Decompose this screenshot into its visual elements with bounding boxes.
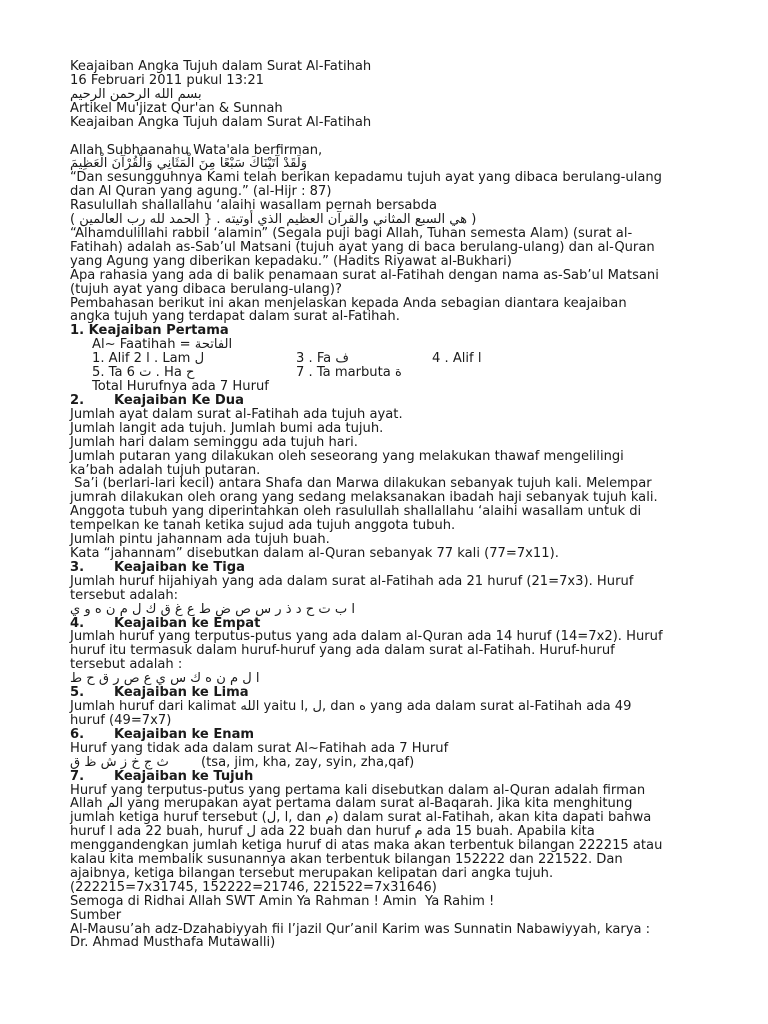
body-line: Huruf yang tidak ada dalam surat Al~Fatihah ada 7 Huruf (70, 740, 449, 756)
basmala: بسم الله الرحمن الرحيم (70, 86, 202, 102)
intro-line: Rasulullah shallallahu ‘alaihi wasallam pernah bersabda (70, 198, 438, 214)
letter-group: 7 . Ta marbuta ة (296, 365, 402, 381)
missing-letters-row (70, 756, 710, 770)
letter-group: 1. Alif ا 2 . Lam ل (92, 351, 205, 367)
letter-row-1 (70, 352, 710, 366)
intro-line: (tujuh ayat yang dibaca berulang-ulang)? (70, 281, 342, 297)
intro-line: dan Al Quran yang agung.” (al-Hijr : 87) (70, 184, 332, 200)
section-heading-4: 4. Keajaiban ke Empat (70, 615, 261, 631)
section-heading-7: 7. Keajaiban ke Tujuh (70, 768, 254, 784)
intro-line: Pembahasan berikut ini akan menjelaskan kepada Anda sebagian diantara keajaiban (70, 295, 627, 311)
article-title: Keajaiban Angka Tujuh dalam Surat Al-Fatihah (70, 59, 372, 74)
intro-line: “Dan sesungguhnya Kami telah berikan kepadamu tujuh ayat yang dibaca berulang-ulang (70, 170, 662, 186)
body-line: tempelkan ke tanah ketika sujud ada tujuh anggota tubuh. (70, 518, 456, 534)
body-line: Jumlah hari dalam seminggu ada tujuh hari. (70, 434, 358, 450)
arabic-letter-list: ا ل م ن ه ك س ي ع ص ر ق ح ط (70, 671, 260, 687)
body-line: tersebut adalah: (70, 587, 179, 603)
letter-row-2 (70, 366, 710, 380)
body-line: huruf ا ada 22 buah, huruf ل ada 22 buah dan huruf م ada 15 buah. Apabila kita (70, 824, 595, 840)
body-line: jumlah ketiga huruf tersebut (ا ,ل, dan م) dalam surat al-Fatihah, akan kita dapati bahwa (70, 810, 652, 826)
closing-prayer: Semoga di Ridhai Allah SWT Amin Ya Rahman ! Amin Ya Rahim ! (70, 893, 495, 909)
letter-group: 5. Ta ت 6 . Ha ح (92, 365, 195, 381)
body-line: huruf itu termasuk dalam huruf-huruf yang ada dalam surat al-Fatihah. Huruf-huruf (70, 643, 615, 659)
body-line: jumrah dilakukan oleh orang yang sedang melaksanakan ibadah haji sebanyak tujuh kali. (70, 490, 658, 506)
intro-line: angka tujuh yang terdapat dalam surat al-Fatihah. (70, 309, 400, 325)
intro-line: “Alhamdulillahi rabbil ‘alamin” (Segala puji bagi Allah, Tuhan semesta Alam) (surat al- (70, 225, 633, 241)
body-line: kalau kita membalik susunannya akan terbentuk bilangan 152222 dan 221522. Dan (70, 852, 623, 868)
section-heading-2: 2. Keajaiban Ke Dua (70, 393, 244, 409)
body-line: menggandengkan jumlah ketiga huruf di atas maka akan terbentuk bilangan 222215 atau (70, 838, 663, 854)
body-line: (222215=7x31745, 152222=21746, 221522=7x31646) (70, 879, 437, 895)
source-label: Sumber (70, 907, 122, 923)
intro-line: Fatihah) adalah as-Sab’ul Matsani (tujuh ayat yang di baca berulang-ulang) dan al-Quran (70, 239, 655, 255)
body-line: Kata “jahannam” disebutkan dalam al-Quran sebanyak 77 kali (77=7x11). (70, 546, 559, 561)
intro-line: yang Agung yang diberikan kepadaku.” (Hadits Riyawat al-Bukhari) (70, 253, 512, 269)
body-line: Jumlah langit ada tujuh. Jumlah bumi ada tujuh. (70, 420, 384, 436)
body-line: Sa’i (berlari-lari kecil) antara Shafa dan Marwa dilakukan sebanyak tujuh kali. Melempar (70, 476, 652, 492)
intro-line: Apa rahasia yang ada di balik penamaan surat al-Fatihah dengan nama as-Sab’ul Matsani (70, 267, 659, 283)
body-line: Jumlah ayat dalam surat al-Fatihah ada tujuh ayat. (70, 406, 403, 422)
body-line: ajaibnya, ketiga bilangan tersebut merupakan kelipatan dari angka tujuh. (70, 865, 554, 881)
body-line: Jumlah pintu jahannam ada tujuh buah. (70, 532, 330, 548)
section-heading-5: 5. Keajaiban ke Lima (70, 685, 249, 701)
letter-group: 4 . Alif ا (432, 351, 482, 367)
body-line: Jumlah huruf hijahiyah yang ada dalam surat al-Fatihah ada 21 huruf (21=7x3). Huruf (70, 573, 634, 589)
body-line: Anggota tubuh yang diperintahkan oleh rasulullah shallallahu ‘alaihi wasallam untuk di (70, 504, 642, 520)
article-date: 16 Februari 2011 pukul 13:21 (70, 72, 265, 88)
letter-names: (tsa, jim, kha, zay, syin, zha,qaf) (201, 754, 415, 770)
arabic-letter-list: ا ب ت ح د ذ ر س ص ض ط ع غ ق ك ل م ن ه و ي (70, 601, 355, 617)
letter-total: Total Hurufnya ada 7 Huruf (92, 379, 269, 395)
article-subtitle: Keajaiban Angka Tujuh dalam Surat Al-Fatihah (70, 114, 372, 130)
section-heading-3: 3. Keajaiban ke Tiga (70, 559, 245, 575)
source-author: Dr. Ahmad Musthafa Mutawalli) (70, 935, 276, 951)
letter-group: 3 . Fa ف (296, 351, 349, 367)
fatihah-word: Al~ Faatihah = الفاتحة (92, 337, 233, 353)
section-heading-1: 1. Keajaiban Pertama (70, 323, 229, 339)
section-heading-6: 6. Keajaiban ke Enam (70, 726, 255, 742)
body-line: tersebut adalah : (70, 657, 183, 673)
article-category: Artikel Mu'jizat Qur'an & Sunnah (70, 100, 283, 116)
body-line: Huruf yang terputus-putus yang pertama kali disebutkan dalam al-Quran adalah firman (70, 782, 646, 798)
section-2-body (70, 408, 710, 561)
body-line: huruf (49=7x7) (70, 712, 172, 728)
body-line: Allah الم yang merupakan ayat pertama dalam surat al-Baqarah. Jika kita menghitung (70, 796, 633, 812)
intro-line: Allah Subhaanahu Wata'ala berfirman, (70, 142, 323, 158)
arabic-letter-list: ث ج خ ز ش ظ ق (70, 754, 169, 770)
article-body (70, 60, 710, 950)
body-line: Jumlah putaran yang dilakukan oleh seseorang yang melakukan thawaf mengelilingi (70, 448, 624, 464)
body-line: ka’bah adalah tujuh putaran. (70, 462, 261, 478)
body-line: Jumlah huruf dari kalimat الله yaitu ل ,ا, dan ه yang ada dalam surat al-Fatihah ada 49 (70, 698, 632, 714)
source-reference: Al-Mausu’ah adz-Dzahabiyyah fii I’jazil Qur’anil Karim was Sunnatin Nabawiyyah, karya : (70, 921, 651, 937)
body-line: Jumlah huruf yang terputus-putus yang ada dalam al-Quran ada 14 huruf (14=7x2). Huruf (70, 629, 663, 645)
quran-verse-arabic: وَلَقَدْ آتَيْنَاكَ سَبْعًا مِنَ الْمَثَانِي وَالْقُرْآنَ الْعَظِيمَ (70, 156, 308, 172)
hadith-arabic: ( هي السبع المثاني والقرآن العظيم الذي أوتيته . { الحمد لله رب العالمين ) (70, 212, 477, 228)
